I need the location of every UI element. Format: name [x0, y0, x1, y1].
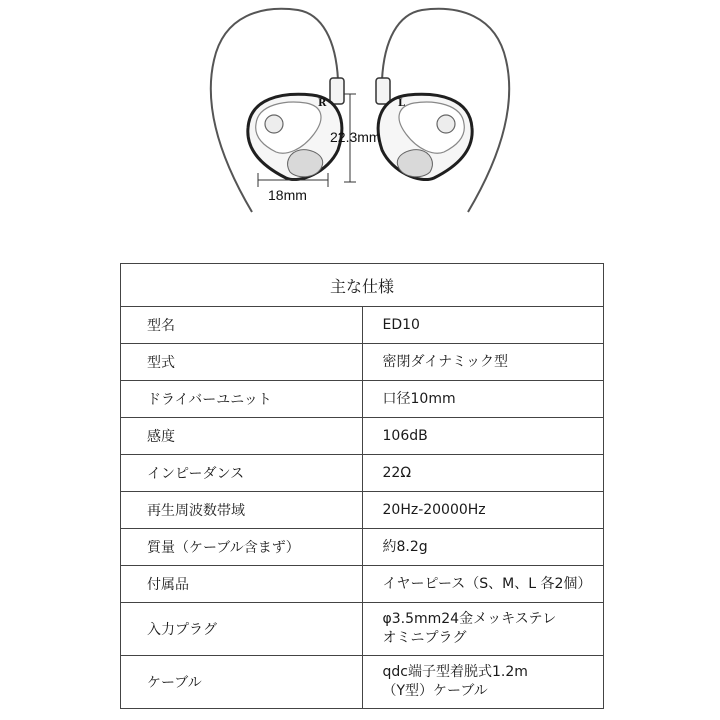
- spec-label: 質量（ケーブル含まず）: [121, 529, 363, 566]
- spec-label: 入力プラグ: [121, 603, 363, 656]
- spec-value-line: 約8.2g: [382, 538, 428, 555]
- spec-value-line: 20Hz-20000Hz: [382, 501, 486, 518]
- spec-label: 再生周波数帯域: [121, 492, 363, 529]
- left-side-marker: L: [398, 98, 406, 109]
- spec-label: 付属品: [121, 566, 363, 603]
- spec-value-line: 106dB: [382, 427, 428, 444]
- spec-value: [362, 344, 604, 381]
- spec-row: [121, 603, 604, 656]
- spec-row: [121, 492, 604, 529]
- spec-label: ドライバーユニット: [121, 381, 363, 418]
- spec-label: 型名: [121, 307, 363, 344]
- spec-row: [121, 307, 604, 344]
- spec-value-line: イヤーピース（S、M、L 各2個）: [382, 575, 592, 592]
- spec-row: [121, 455, 604, 492]
- spec-table-title: 主な仕様: [121, 264, 604, 307]
- spec-value-line: 22Ω: [382, 464, 412, 481]
- spec-value: [362, 603, 604, 656]
- spec-value: [362, 529, 604, 566]
- spec-row: [121, 529, 604, 566]
- spec-title-row: [121, 264, 604, 307]
- spec-row: [121, 566, 604, 603]
- spec-value: [362, 492, 604, 529]
- spec-row: [121, 418, 604, 455]
- earphone-illustration: [0, 0, 720, 250]
- spec-value: [362, 418, 604, 455]
- spec-value-line: φ3.5mm24金メッキステレ: [382, 611, 557, 627]
- spec-value: [362, 307, 604, 344]
- left-earpiece: [376, 78, 472, 180]
- spec-row: [121, 381, 604, 418]
- spec-value-line: 密閉ダイナミック型: [382, 353, 508, 370]
- spec-value-line: （Y型）ケーブル: [382, 683, 488, 699]
- spec-label: 感度: [121, 418, 363, 455]
- spec-value: [362, 566, 604, 603]
- right-side-marker: R: [318, 98, 327, 109]
- spec-value: [362, 381, 604, 418]
- spec-row: [121, 344, 604, 381]
- spec-value-line: オミニプラグ: [382, 630, 467, 646]
- spec-value-line: ED10: [382, 316, 420, 333]
- height-dimension-label: 22.3mm: [330, 129, 381, 145]
- spec-label: インピーダンス: [121, 455, 363, 492]
- spec-row: [121, 656, 604, 709]
- spec-label: 型式: [121, 344, 363, 381]
- spec-value-line: 口径10mm: [382, 390, 456, 407]
- spec-value: [362, 656, 604, 709]
- width-dimension-label: 18mm: [268, 187, 307, 203]
- spec-table: [120, 263, 604, 709]
- spec-value-line: qdc端子型着脱式1.2m: [382, 664, 528, 680]
- spec-label: ケーブル: [121, 656, 363, 709]
- height-dimension: [330, 94, 381, 182]
- spec-value: [362, 455, 604, 492]
